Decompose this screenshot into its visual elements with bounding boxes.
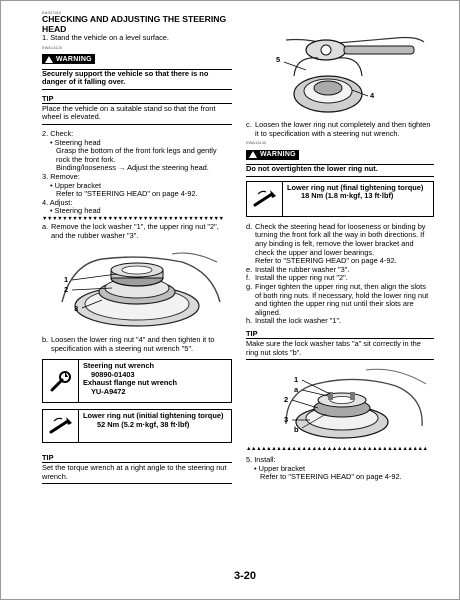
torque-wrench-icon (247, 182, 283, 216)
tool-1-name: Steering nut wrench (83, 361, 155, 371)
tip-heading: TIP (42, 94, 232, 104)
right-column (246, 36, 434, 482)
callout-4: 4 (370, 91, 375, 100)
left-column (42, 10, 232, 484)
tool-2-name: Exhaust flange nut wrench (83, 378, 178, 388)
warning-id-2: EWA13140 (246, 140, 267, 146)
substep-d: d. Check the steering head for looseness or binding by turning the front fork all the way in both directions. If any binding is felt, remove the lower bracket and check the upper and lower bearings. (246, 221, 426, 257)
step-2-bullet: • Steering head (50, 137, 101, 147)
step-2-result: Binding/looseness → Adjust the steering head. (56, 163, 209, 173)
callout-3: 3 (284, 415, 289, 425)
callout-5: 5 (276, 55, 281, 64)
step-3-detail: Refer to "STEERING HEAD" on page 4-92. (56, 189, 198, 199)
substep-g: g. Finger tighten the upper ring nut, then align the slots of both ring nuts. If necessary, hold the lower ring nut and tighten the upper ring nut until their slots are aligned. (246, 281, 429, 317)
manual-page (10, 4, 458, 594)
figure-ring-nuts (42, 244, 232, 332)
torque-1-value: 52 Nm (5.2 m·kgf, 38 ft·lbf) (97, 419, 190, 429)
substep-f: f. Install the upper ring nut "2". (246, 273, 348, 283)
callout-1: 1 (294, 375, 299, 385)
tip-heading-2: TIP (42, 453, 232, 463)
callout-a: a (294, 385, 299, 395)
tip-text-2: Set the torque wrench at a right angle to the steering nut wrench. (42, 463, 227, 481)
steering-head-illustration (42, 244, 232, 332)
torque-2-value: 18 Nm (1.8 m·kgf, 13 ft·lbf) (301, 191, 394, 201)
tool-icon (43, 360, 79, 402)
warning-triangle-icon (249, 151, 257, 158)
tip-text-3: Make sure the lock washer tabs "a" sit correctly in the ring nut slots "b". (246, 338, 421, 357)
substep-d-ref: Refer to "STEERING HEAD" on page 4-92. (255, 256, 397, 266)
substep-e: e. Install the rubber washer "3". (246, 264, 350, 274)
step-4-bullet: • Steering head (50, 206, 101, 216)
warning-label-2: WARNING (260, 151, 296, 159)
warning-badge-2 (246, 145, 434, 163)
step-1: 1. Stand the vehicle on a level surface. (42, 33, 169, 42)
step-3-bullet: • Upper bracket (50, 180, 102, 190)
tip-heading-3: TIP (246, 329, 434, 339)
step-2-detail: Grasp the bottom of the front fork legs and gently rock the front fork. (56, 146, 217, 164)
step-4: 4. Adjust: (42, 197, 73, 207)
substep-h: h. Install the lock washer "1". (246, 316, 342, 326)
torque-wrench-icon (43, 410, 79, 442)
step-5: 5. Install: (246, 455, 276, 465)
callout-2: 2 (284, 395, 289, 405)
page-number: 3-20 (234, 570, 257, 582)
torque-2-label: Lower ring nut (final tightening torque) (287, 182, 424, 192)
callout-1: 1 (64, 275, 69, 285)
warning-text-2: Do not overtighten the lower ring nut. (246, 164, 378, 174)
substep-b: b. Loosen the lower ring nut "4" and then tighten it to specification with a steering nut wrench "5". (42, 335, 215, 353)
substep-c: c. Loosen the lower ring nut completely and then tighten it to specification with a steering nut wrench. (246, 120, 431, 138)
torque-spec-box-2 (246, 181, 434, 217)
warning-triangle-icon (45, 56, 53, 63)
callout-2: 2 (64, 285, 69, 295)
callout-b: b (294, 425, 299, 435)
callout-3: 3 (74, 304, 79, 314)
lock-washer-illustration (246, 362, 434, 444)
warning-text: Securely support the vehicle so that there is no danger of it falling over. (42, 68, 209, 87)
warning-label: WARNING (56, 55, 92, 63)
tool-spec-box (42, 359, 232, 403)
section-id: EAS27410 (42, 10, 62, 15)
figure-steering-wrench (246, 36, 434, 118)
steering-wrench-illustration (246, 36, 434, 118)
tool-2-part: YU-A9472 (91, 387, 126, 397)
tip-text: Place the vehicle on a suitable stand so that the front wheel is elevated. (42, 103, 216, 122)
step-5-detail: Refer to "STEERING HEAD" on page 4-92. (260, 472, 402, 482)
tool-1-part: 90890-01403 (91, 369, 135, 379)
torque-spec-box (42, 409, 232, 443)
procedure-start-marker: ▼▼▼▼▼▼▼▼▼▼▼▼▼▼▼▼▼▼▼▼▼▼▼▼▼▼▼▼▼▼▼▼▼▼▼▼ (42, 215, 224, 222)
section-title: CHECKING AND ADJUSTING THE STEERING HEAD (42, 14, 227, 34)
procedure-end-marker: ▲▲▲▲▲▲▲▲▲▲▲▲▲▲▲▲▲▲▲▲▲▲▲▲▲▲▲▲▲▲▲▲▲▲▲▲ (246, 446, 428, 453)
step-2: 2. Check: (42, 128, 74, 138)
warning-badge (42, 50, 232, 68)
step-5-bullet: • Upper bracket (254, 463, 306, 473)
substep-a: a. Remove the lock washer "1", the upper ring nut "2", and the rubber washer "3". (42, 221, 219, 240)
step-3: 3. Remove: (42, 171, 80, 181)
figure-lock-washer (246, 362, 434, 444)
warning-id: EWA13120 (42, 44, 63, 50)
torque-1-label: Lower ring nut (initial tightening torque) (83, 411, 224, 421)
